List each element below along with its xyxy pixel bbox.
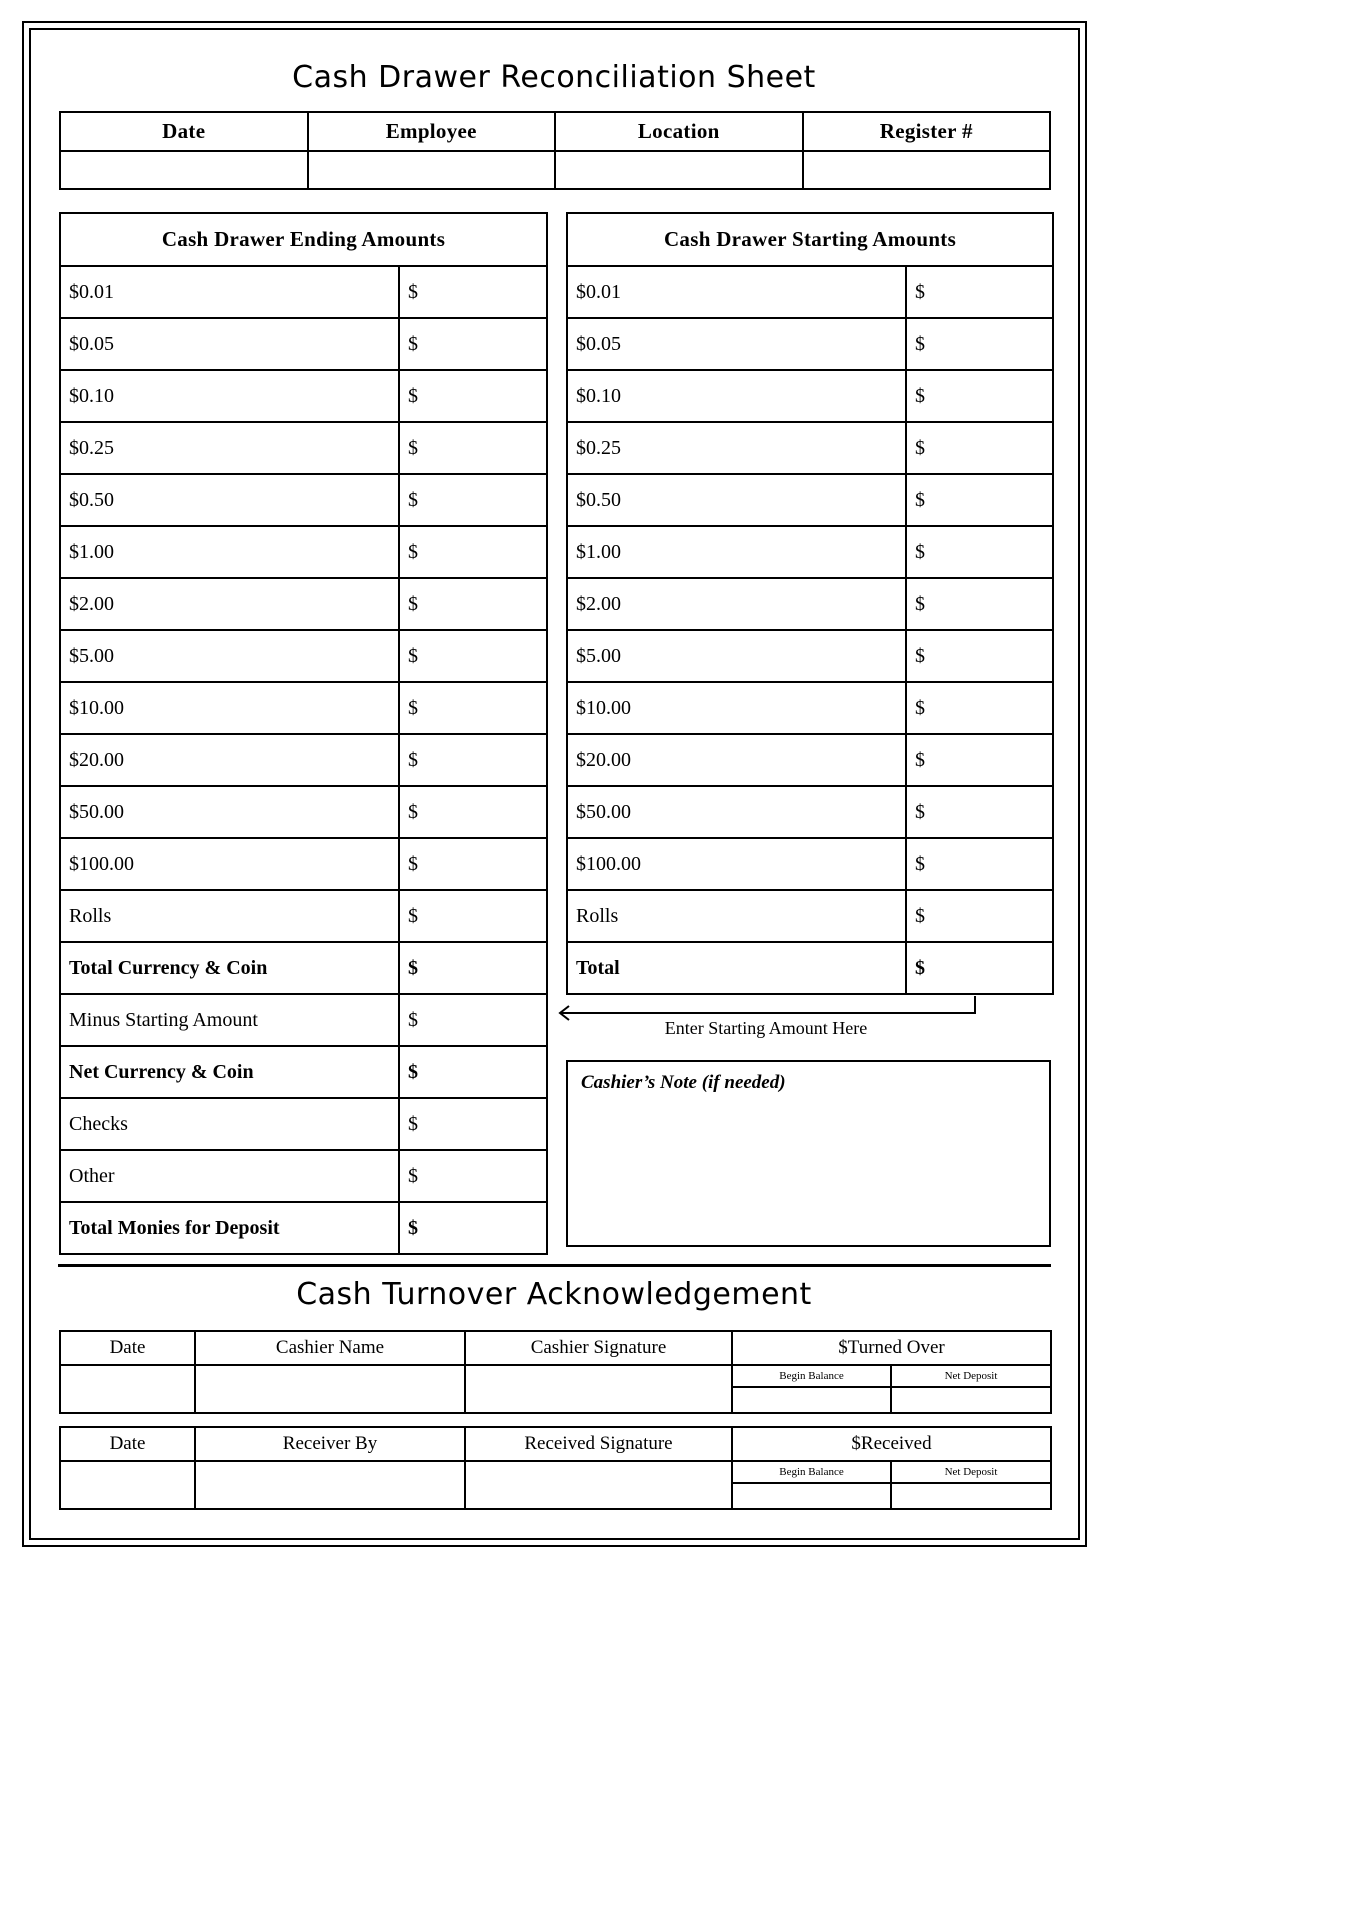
ending-amounts-header: Cash Drawer Ending Amounts	[60, 213, 547, 266]
ending-amount-field[interactable]: $	[399, 370, 547, 422]
ending-row-label: Total Monies for Deposit	[60, 1202, 399, 1254]
cashier-signature-field[interactable]	[465, 1365, 732, 1413]
info-header-register: Register #	[803, 112, 1051, 151]
ending-row-label: $5.00	[60, 630, 399, 682]
starting-amount-field[interactable]: $	[906, 266, 1053, 318]
starting-amounts-header: Cash Drawer Starting Amounts	[567, 213, 1053, 266]
received-header-received-signature: Received Signature	[465, 1427, 732, 1461]
starting-amount-field[interactable]: $	[906, 786, 1053, 838]
ack-title: Cash Turnover Acknowledgement	[296, 1277, 812, 1312]
ending-amount-field[interactable]: $	[399, 630, 547, 682]
ending-row-label: $0.05	[60, 318, 399, 370]
starting-row-label: $0.01	[567, 266, 906, 318]
starting-row	[567, 630, 1053, 682]
starting-row	[567, 318, 1053, 370]
starting-row	[567, 474, 1053, 526]
ending-row-label: $20.00	[60, 734, 399, 786]
turnover-begin-balance-field[interactable]	[732, 1387, 891, 1413]
starting-row-label: $100.00	[567, 838, 906, 890]
starting-row-label: $0.25	[567, 422, 906, 474]
received-begin-balance-field[interactable]	[732, 1483, 891, 1509]
info-header-location: Location	[555, 112, 803, 151]
ending-amount-field[interactable]: $	[399, 474, 547, 526]
ending-row-label: Checks	[60, 1098, 399, 1150]
ending-row	[60, 838, 547, 890]
ending-amount-field[interactable]: $	[399, 890, 547, 942]
starting-row	[567, 526, 1053, 578]
starting-row-label: Rolls	[567, 890, 906, 942]
location-field[interactable]	[555, 151, 803, 189]
starting-row	[567, 422, 1053, 474]
info-header-date: Date	[60, 112, 308, 151]
starting-row-label: Total	[567, 942, 906, 994]
starting-row	[567, 734, 1053, 786]
ending-row	[60, 1046, 547, 1098]
starting-amount-field[interactable]: $	[906, 370, 1053, 422]
ending-amount-field[interactable]: $	[399, 578, 547, 630]
starting-amount-field[interactable]: $	[906, 526, 1053, 578]
turnover-subheader-begin-balance: Begin Balance	[732, 1365, 891, 1387]
cashier-note-box[interactable]	[566, 1060, 1051, 1247]
received-header-receiver-by: Receiver By	[195, 1427, 465, 1461]
ending-row	[60, 734, 547, 786]
ending-amount-field[interactable]: $	[399, 1202, 547, 1254]
starting-amount-field[interactable]: $	[906, 578, 1053, 630]
received-table	[59, 1426, 1052, 1510]
starting-row-label: $0.10	[567, 370, 906, 422]
cashier-name-field[interactable]	[195, 1365, 465, 1413]
turnover-header-turned-over: $Turned Over	[732, 1331, 1051, 1365]
starting-amount-field[interactable]: $	[906, 474, 1053, 526]
ending-row	[60, 682, 547, 734]
ending-row	[60, 942, 547, 994]
ending-row-label: $2.00	[60, 578, 399, 630]
starting-amount-field[interactable]: $	[906, 890, 1053, 942]
turnover-header-cashier-signature: Cashier Signature	[465, 1331, 732, 1365]
ending-amount-field[interactable]: $	[399, 422, 547, 474]
received-subheader-net-deposit: Net Deposit	[891, 1461, 1051, 1483]
ending-row	[60, 578, 547, 630]
ending-row-label: $0.50	[60, 474, 399, 526]
starting-row-label: $2.00	[567, 578, 906, 630]
ending-row-label: Total Currency & Coin	[60, 942, 399, 994]
ending-row	[60, 422, 547, 474]
received-net-deposit-field[interactable]	[891, 1483, 1051, 1509]
starting-row	[567, 786, 1053, 838]
starting-row	[567, 266, 1053, 318]
ending-row-label: $0.25	[60, 422, 399, 474]
starting-amount-field[interactable]: $	[906, 838, 1053, 890]
received-header-date: Date	[60, 1427, 195, 1461]
cashier-note-label: Cashier’s Note (if needed)	[581, 1072, 786, 1093]
ending-amount-field[interactable]: $	[399, 838, 547, 890]
ending-row-label: $0.01	[60, 266, 399, 318]
ending-amount-field[interactable]: $	[399, 1150, 547, 1202]
starting-row	[567, 370, 1053, 422]
starting-row-label: $0.05	[567, 318, 906, 370]
ending-amount-field[interactable]: $	[399, 734, 547, 786]
ending-row	[60, 474, 547, 526]
ending-row	[60, 266, 547, 318]
ending-row	[60, 630, 547, 682]
ending-row-label: $50.00	[60, 786, 399, 838]
date-field[interactable]	[60, 151, 308, 189]
ending-row	[60, 1150, 547, 1202]
starting-row	[567, 578, 1053, 630]
ending-amount-field[interactable]: $	[399, 526, 547, 578]
ending-row	[60, 1202, 547, 1254]
ending-amount-field[interactable]: $	[399, 266, 547, 318]
starting-amount-field[interactable]: $	[906, 734, 1053, 786]
ending-row	[60, 994, 547, 1046]
starting-row-label: $50.00	[567, 786, 906, 838]
ending-amount-field[interactable]: $	[399, 682, 547, 734]
receiver-by-field[interactable]	[195, 1461, 465, 1509]
starting-row	[567, 942, 1053, 994]
starting-amount-field[interactable]: $	[906, 942, 1053, 994]
starting-row	[567, 890, 1053, 942]
starting-row	[567, 682, 1053, 734]
turnover-subheader-net-deposit: Net Deposit	[891, 1365, 1051, 1387]
starting-row	[567, 838, 1053, 890]
ending-row-label: $100.00	[60, 838, 399, 890]
ending-row-label: Net Currency & Coin	[60, 1046, 399, 1098]
page-title: Cash Drawer Reconciliation Sheet	[292, 60, 816, 95]
starting-amounts-table	[566, 212, 1054, 995]
ending-row-label: $10.00	[60, 682, 399, 734]
ending-amount-field[interactable]: $	[399, 786, 547, 838]
starting-row-label: $5.00	[567, 630, 906, 682]
section-divider	[58, 1264, 1051, 1267]
starting-amount-field[interactable]: $	[906, 422, 1053, 474]
ending-amount-field[interactable]: $	[399, 942, 547, 994]
starting-amount-field[interactable]: $	[906, 318, 1053, 370]
ending-row	[60, 370, 547, 422]
starting-amount-field[interactable]: $	[906, 630, 1053, 682]
starting-row-label: $0.50	[567, 474, 906, 526]
ending-amount-field[interactable]: $	[399, 1046, 547, 1098]
ending-row-label: $1.00	[60, 526, 399, 578]
turnover-header-cashier-name: Cashier Name	[195, 1331, 465, 1365]
ending-row	[60, 786, 547, 838]
info-header-employee: Employee	[308, 112, 556, 151]
received-header-received: $Received	[732, 1427, 1051, 1461]
starting-row-label: $20.00	[567, 734, 906, 786]
ending-amounts-table	[59, 212, 548, 1255]
received-subheader-begin-balance: Begin Balance	[732, 1461, 891, 1483]
ending-amount-field[interactable]: $	[399, 1098, 547, 1150]
turnover-net-deposit-field[interactable]	[891, 1387, 1051, 1413]
starting-row-label: $10.00	[567, 682, 906, 734]
arrow-caption: Enter Starting Amount Here	[664, 1018, 868, 1038]
ending-amount-field[interactable]: $	[399, 318, 547, 370]
turnover-table	[59, 1330, 1052, 1414]
ending-row	[60, 526, 547, 578]
turnover-date-field[interactable]	[60, 1365, 195, 1413]
starting-amount-field[interactable]: $	[906, 682, 1053, 734]
employee-field[interactable]	[308, 151, 556, 189]
ending-row	[60, 1098, 547, 1150]
ending-row-label: Other	[60, 1150, 399, 1202]
received-signature-field[interactable]	[465, 1461, 732, 1509]
ending-row	[60, 890, 547, 942]
register-field[interactable]	[803, 151, 1051, 189]
ending-row-label: Rolls	[60, 890, 399, 942]
ending-row-label: Minus Starting Amount	[60, 994, 399, 1046]
turnover-header-date: Date	[60, 1331, 195, 1365]
starting-row-label: $1.00	[567, 526, 906, 578]
info-table	[59, 111, 1051, 190]
ending-row-label: $0.10	[60, 370, 399, 422]
received-date-field[interactable]	[60, 1461, 195, 1509]
ending-row	[60, 318, 547, 370]
ending-amount-field[interactable]: $	[399, 994, 547, 1046]
